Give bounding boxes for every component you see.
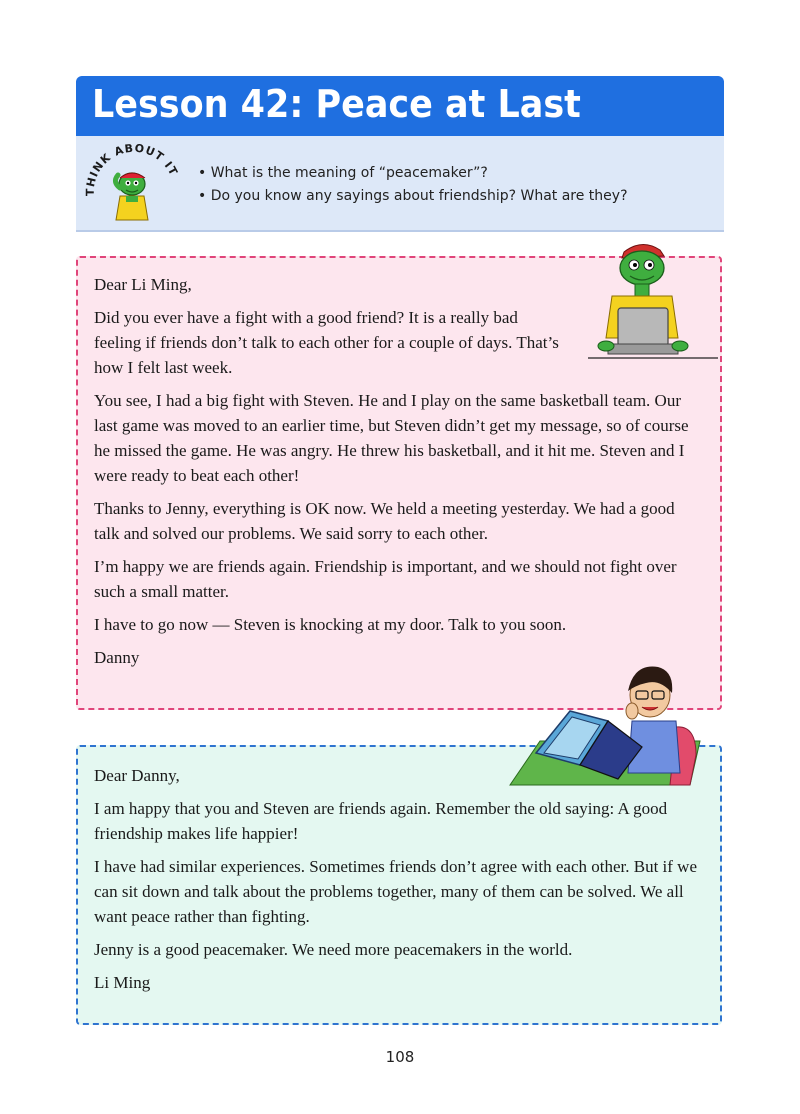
danny-dinosaur-laptop-illustration xyxy=(578,238,718,378)
letter-paragraph: Thanks to Jenny, everything is OK now. We held a meeting yesterday. We had a good talk and solved our problems. We said sorry to each other. xyxy=(94,499,675,543)
think-about-it-questions xyxy=(198,162,628,208)
letter-paragraph: Jenny is a good peacemaker. We need more peacemakers in the world. xyxy=(94,940,573,959)
letter-liming-body xyxy=(94,763,702,1003)
title-bar xyxy=(76,76,724,136)
question-item: • What is the meaning of “peacemaker”? xyxy=(198,165,488,181)
lesson-title: Lesson 42: Peace at Last xyxy=(92,82,581,126)
think-about-it-box xyxy=(76,136,724,232)
letter-signature: Danny xyxy=(94,648,140,667)
think-about-it-badge xyxy=(82,144,182,228)
letter-paragraph: I’m happy we are friends again. Friendship is important, and we should not fight over such a small matter. xyxy=(94,557,677,601)
letter-paragraph: You see, I had a big fight with Steven. He and I play on the same basketball team. Our last game was moved to an earlier time, but Steven didn’t get my message, so of course he missed the game. He was angry. He threw his basketball, and it hit me. Steven and I were ready to beat each other! xyxy=(94,391,689,485)
letter-from-danny xyxy=(76,256,722,710)
letter-paragraph: I am happy that you and Steven are friends again. Remember the old saying: A good friendship makes life happier! xyxy=(94,799,668,843)
badge-label: THINK ABOUT IT xyxy=(83,144,181,197)
letter-paragraph: I have had similar experiences. Sometimes friends don’t agree with each other. But if we can sit down and talk about the problems together, many of them can be solved. We all want peace rather than fighting. xyxy=(94,857,697,926)
li-ming-laptop-illustration xyxy=(500,655,710,795)
dinosaur-saluting-icon xyxy=(82,144,182,228)
question-item: • Do you know any sayings about friendship? What are they? xyxy=(198,188,628,204)
letter-greeting: Dear Li Ming, xyxy=(94,275,192,294)
letter-greeting: Dear Danny, xyxy=(94,766,180,785)
boy-with-laptop-icon xyxy=(500,655,710,795)
dinosaur-at-computer-icon xyxy=(578,238,718,378)
letter-signature: Li Ming xyxy=(94,973,151,992)
letter-paragraph: Did you ever have a fight with a good friend? It is a really bad feeling if friends don’t talk to each other for a couple of days. That’s how I felt last week. xyxy=(94,308,559,377)
lesson-header xyxy=(76,76,724,230)
page-number: 108 xyxy=(385,1048,415,1066)
letter-paragraph: I have to go now — Steven is knocking at my door. Talk to you soon. xyxy=(94,615,567,634)
